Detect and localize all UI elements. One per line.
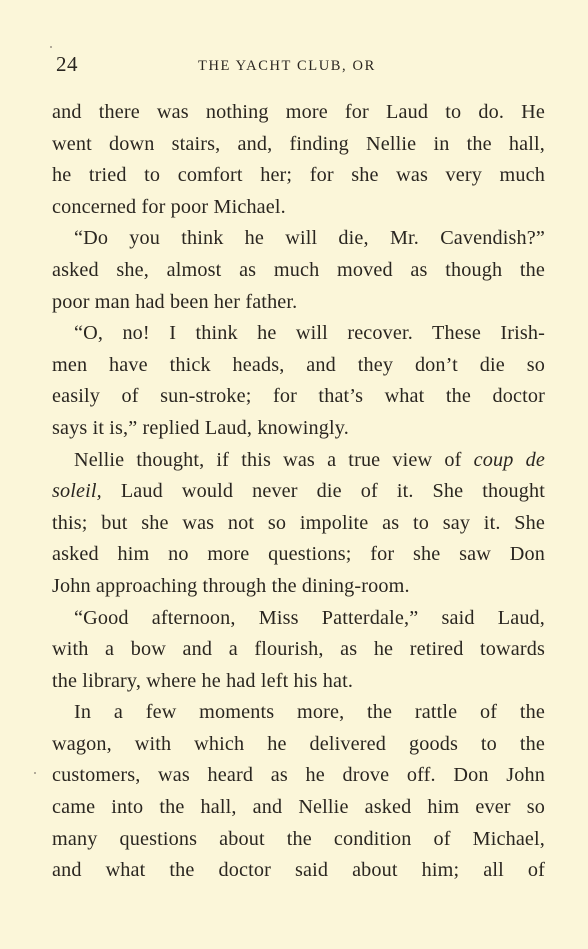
running-head: THE YACHT CLUB, OR bbox=[198, 58, 376, 74]
text-line: In a few moments more, the rattle of the bbox=[74, 701, 545, 724]
text-line: easily of sun-stroke; for that’s what the doctor bbox=[52, 385, 545, 408]
text-line: the library, where he had left his hat. bbox=[52, 669, 354, 692]
text-line: asked him no more questions; for she saw Don bbox=[52, 543, 545, 566]
text-line: and what the doctor said about him; all of bbox=[52, 859, 545, 882]
text-line: this; but she was not so impolite as to say it. She bbox=[52, 511, 545, 534]
line-prefix: Nellie thought, if this was a true view of bbox=[74, 448, 474, 471]
text-line: “Good afternoon, Miss Patterdale,” said Laud, bbox=[74, 606, 545, 629]
text-line: and there was nothing more for Laud to do. He bbox=[52, 101, 545, 123]
text-line: asked she, almost as much moved as though the bbox=[52, 258, 545, 281]
text-line: John approaching through the dining-room. bbox=[52, 574, 410, 597]
text-line: poor man had been her father. bbox=[52, 290, 298, 313]
text-line: came into the hall, and Nellie asked him ever so bbox=[52, 796, 545, 819]
text-line: wagon, with which he delivered goods to the bbox=[52, 732, 545, 755]
text-line: many questions about the condition of Michael, bbox=[52, 827, 545, 850]
text-line: “Do you think he will die, Mr. Cavendish?” bbox=[74, 227, 545, 250]
page-header bbox=[0, 52, 588, 82]
paper-speck bbox=[50, 46, 52, 48]
body-text bbox=[52, 97, 545, 887]
text-line: “O, no! I think he will recover. These Irish- bbox=[74, 322, 545, 345]
text-line: with a bow and a flourish, as he retired towards bbox=[52, 638, 545, 661]
text-line: concerned for poor Michael. bbox=[52, 195, 286, 218]
text-line-with-italic bbox=[52, 445, 545, 477]
text-line: he tried to comfort her; for she was very much bbox=[52, 164, 545, 187]
text-line: went down stairs, and, finding Nellie in the hall, bbox=[52, 132, 545, 155]
italic-phrase: coup de bbox=[473, 448, 545, 471]
text-line-with-italic bbox=[52, 476, 545, 508]
text-line: says it is,” replied Laud, knowingly. bbox=[52, 416, 349, 439]
page-number: 24 bbox=[56, 52, 78, 76]
text-line: customers, was heard as he drove off. Don John bbox=[52, 764, 545, 787]
line-suffix: Laud would never die of it. She thought bbox=[101, 480, 545, 503]
text-line: men have thick heads, and they don’t die so bbox=[52, 353, 545, 376]
paper-speck bbox=[34, 772, 36, 774]
italic-phrase: soleil, bbox=[52, 480, 102, 503]
